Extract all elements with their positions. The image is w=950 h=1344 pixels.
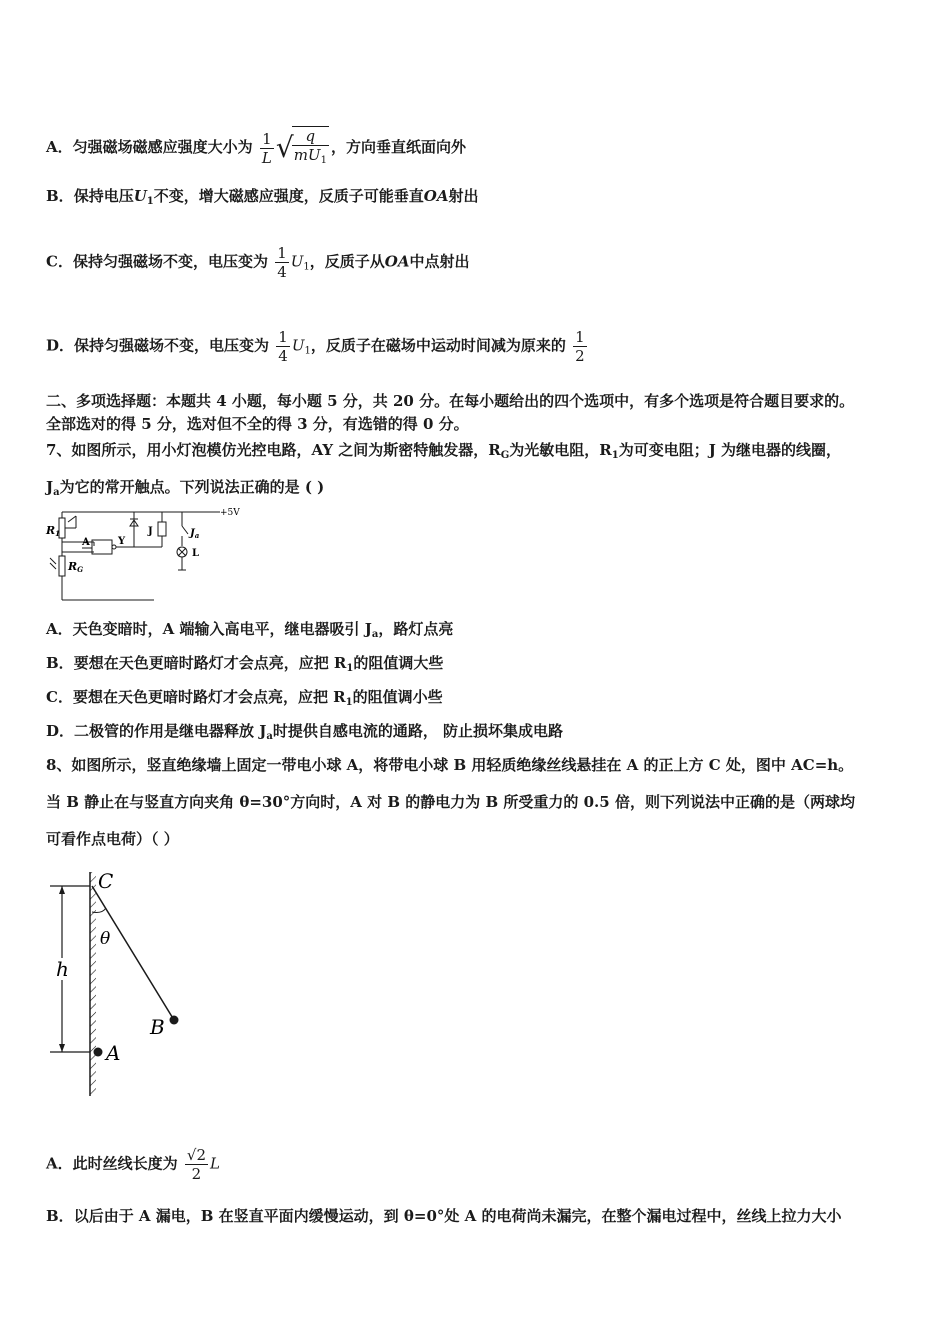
label-ja: $J_a$: [190, 528, 200, 540]
option-text: 二极管的作用是继电器释放 J: [74, 722, 267, 740]
stem-sub: 1: [611, 450, 619, 461]
q6-option-d: [46, 328, 589, 365]
section2-line2: 全部选对的得 5 分，选对但不全的得 3 分，有选错的得 0 分。: [46, 415, 469, 433]
label-h: h: [56, 957, 69, 981]
stem-text: 为光敏电阻，R: [509, 441, 612, 459]
frac-num: 1: [575, 328, 585, 346]
stem-sub: G: [500, 450, 510, 461]
stem-text: J: [46, 478, 54, 496]
frac-num: √2: [186, 1146, 206, 1164]
label-r1: R1: [46, 524, 61, 538]
fraction: [275, 244, 289, 281]
q7-circuit-diagram: [42, 504, 242, 604]
option-label: B．: [46, 654, 74, 672]
q7-stem-line1: [46, 440, 841, 466]
frac-num: q: [305, 127, 316, 145]
label-rg: RG: [68, 560, 84, 574]
option-label: D．: [46, 336, 75, 355]
q6-option-a: [46, 126, 466, 170]
label-a: A: [82, 537, 90, 548]
frac-den: 4: [277, 263, 287, 281]
frac-num: 1: [277, 244, 287, 262]
option-text: 匀强磁场磁感应强度大小为: [72, 138, 253, 156]
stem-text: 7、如图所示，用小灯泡模仿光控电路，AY 之间为斯密特触发器，R: [46, 441, 501, 459]
frac-den: [292, 145, 329, 170]
frac-den: 2: [575, 347, 585, 365]
option-text: 要想在天色更暗时路灯才会点亮，应把 R: [72, 688, 346, 706]
option-text: 保持匀强磁场不变，电压变为: [72, 252, 268, 271]
q7-stem-line2: [46, 477, 324, 503]
label-5v: +5V: [220, 508, 240, 518]
option-tail: 的阻值调小些: [352, 688, 443, 706]
q7-option-b: [46, 653, 443, 679]
fraction-2: [573, 328, 587, 365]
frac-den: 4: [278, 347, 288, 365]
label-j: J: [148, 526, 153, 537]
option-label: C．: [46, 252, 73, 271]
option-text: 要想在天色更暗时路灯才会点亮，应把 R: [73, 654, 347, 672]
option-text-tail: 射出: [448, 187, 479, 205]
q8-option-b: [46, 1206, 842, 1226]
section2-line1: 二、多项选择题：本题共 4 小题，每小题 5 分，共 20 分。在每小题给出的四个选项中，有多个选项是符合题目要求的。: [46, 392, 855, 410]
option-tail: 的阻值调大些: [353, 654, 444, 672]
option-text: 天色变暗时，A 端输入高电平，继电器吸引 J: [72, 620, 372, 638]
var-oa: OA: [384, 252, 410, 271]
option-sub: a: [371, 629, 379, 640]
label-l: L: [192, 548, 200, 559]
var-u: U: [133, 187, 147, 205]
sqrt-den-var: mU: [293, 146, 321, 164]
var-sub: 1: [146, 196, 154, 207]
option-sub: 1: [346, 663, 354, 674]
option-sub: 1: [345, 697, 353, 708]
wall-hatch: [90, 872, 96, 1096]
q7-option-c: [46, 687, 443, 713]
option-text-mid: ，反质子在磁场中运动时间减为原来的: [310, 336, 566, 355]
option-text-mid: 不变，增大磁感应强度，反质子可能垂直: [153, 187, 424, 205]
option-text-mid: ，反质子从: [309, 252, 385, 271]
option-text: 保持匀强磁场不变，电压变为: [74, 336, 270, 355]
var-u: U: [291, 336, 305, 355]
q8-stem-line3: 可看作点电荷）（ ）: [46, 830, 179, 848]
q8-pendulum-figure: [42, 862, 202, 1098]
stem-sub: a: [53, 487, 60, 498]
frac-num: 1: [278, 328, 288, 346]
q8-stem-line2: 当 B 静止在与竖直方向夹角 θ=30°方向时，A 对 B 的静电力为 B 所受重力的 0.5 倍，则下列说法中正确的是（两球均: [46, 793, 855, 811]
var-sub: 1: [303, 261, 310, 273]
var-u: U: [290, 252, 304, 271]
option-label: C．: [46, 688, 73, 706]
option-text-tail: 中点射出: [409, 252, 470, 271]
option-tail: ，路灯点亮: [378, 620, 454, 638]
label-theta: θ: [100, 929, 111, 949]
stem-text: 为可变电阻；J 为继电器的线圈，: [618, 441, 842, 459]
fraction: [260, 130, 274, 167]
ball-a: [94, 1048, 103, 1057]
var-l: L: [210, 1154, 220, 1173]
frac-den: 2: [185, 1164, 208, 1183]
stem-text: 为它的常开触点。下列说法正确的是 ( ): [59, 478, 325, 496]
sqrt-fraction: [292, 126, 329, 170]
ball-b: [170, 1016, 179, 1025]
var-oa: OA: [423, 187, 449, 205]
q8-stem-line1: 8、如图所示，竖直绝缘墙上固定一带电小球 A，将带电小球 B 用轻质绝缘丝线悬挂在 A 的正上方 C 处，图中 AC=h。: [46, 756, 854, 774]
option-label: B．: [46, 1207, 74, 1225]
fraction: [185, 1146, 208, 1183]
option-text: 此时丝线长度为: [72, 1154, 178, 1173]
option-text-tail: ，方向垂直纸面向外: [330, 138, 466, 156]
frac-den: L: [261, 148, 272, 167]
label-y: Y: [118, 536, 126, 547]
sqrt-den-sub: 1: [320, 155, 327, 166]
option-label: A．: [46, 138, 73, 156]
label-c: C: [98, 869, 114, 893]
q7-option-d: [46, 721, 563, 747]
option-label: A．: [46, 620, 73, 638]
string-cb: [92, 886, 174, 1020]
label-b: B: [150, 1015, 165, 1039]
q6-option-b: [46, 186, 479, 212]
option-label: B．: [46, 187, 74, 205]
label-a: A: [106, 1041, 121, 1065]
option-tail: 时提供自感电流的通路， 防止损坏集成电路: [272, 722, 564, 740]
var-sub: 1: [304, 345, 311, 357]
option-label: D．: [46, 722, 75, 740]
option-sub: a: [266, 731, 273, 742]
q7-option-a: [46, 619, 453, 645]
option-label: A．: [46, 1154, 73, 1173]
sqrt-sign: √: [275, 131, 294, 164]
frac-num: 1: [262, 129, 272, 148]
q8-option-a: [46, 1146, 220, 1183]
q6-option-c: [46, 244, 470, 281]
fraction: [276, 328, 290, 365]
option-text: 保持电压: [73, 187, 134, 205]
option-text: 以后由于 A 漏电，B 在竖直平面内缓慢运动，到 θ=0°处 A 的电荷尚未漏完，在整个漏电过程中，丝线上拉力大小: [73, 1207, 842, 1225]
